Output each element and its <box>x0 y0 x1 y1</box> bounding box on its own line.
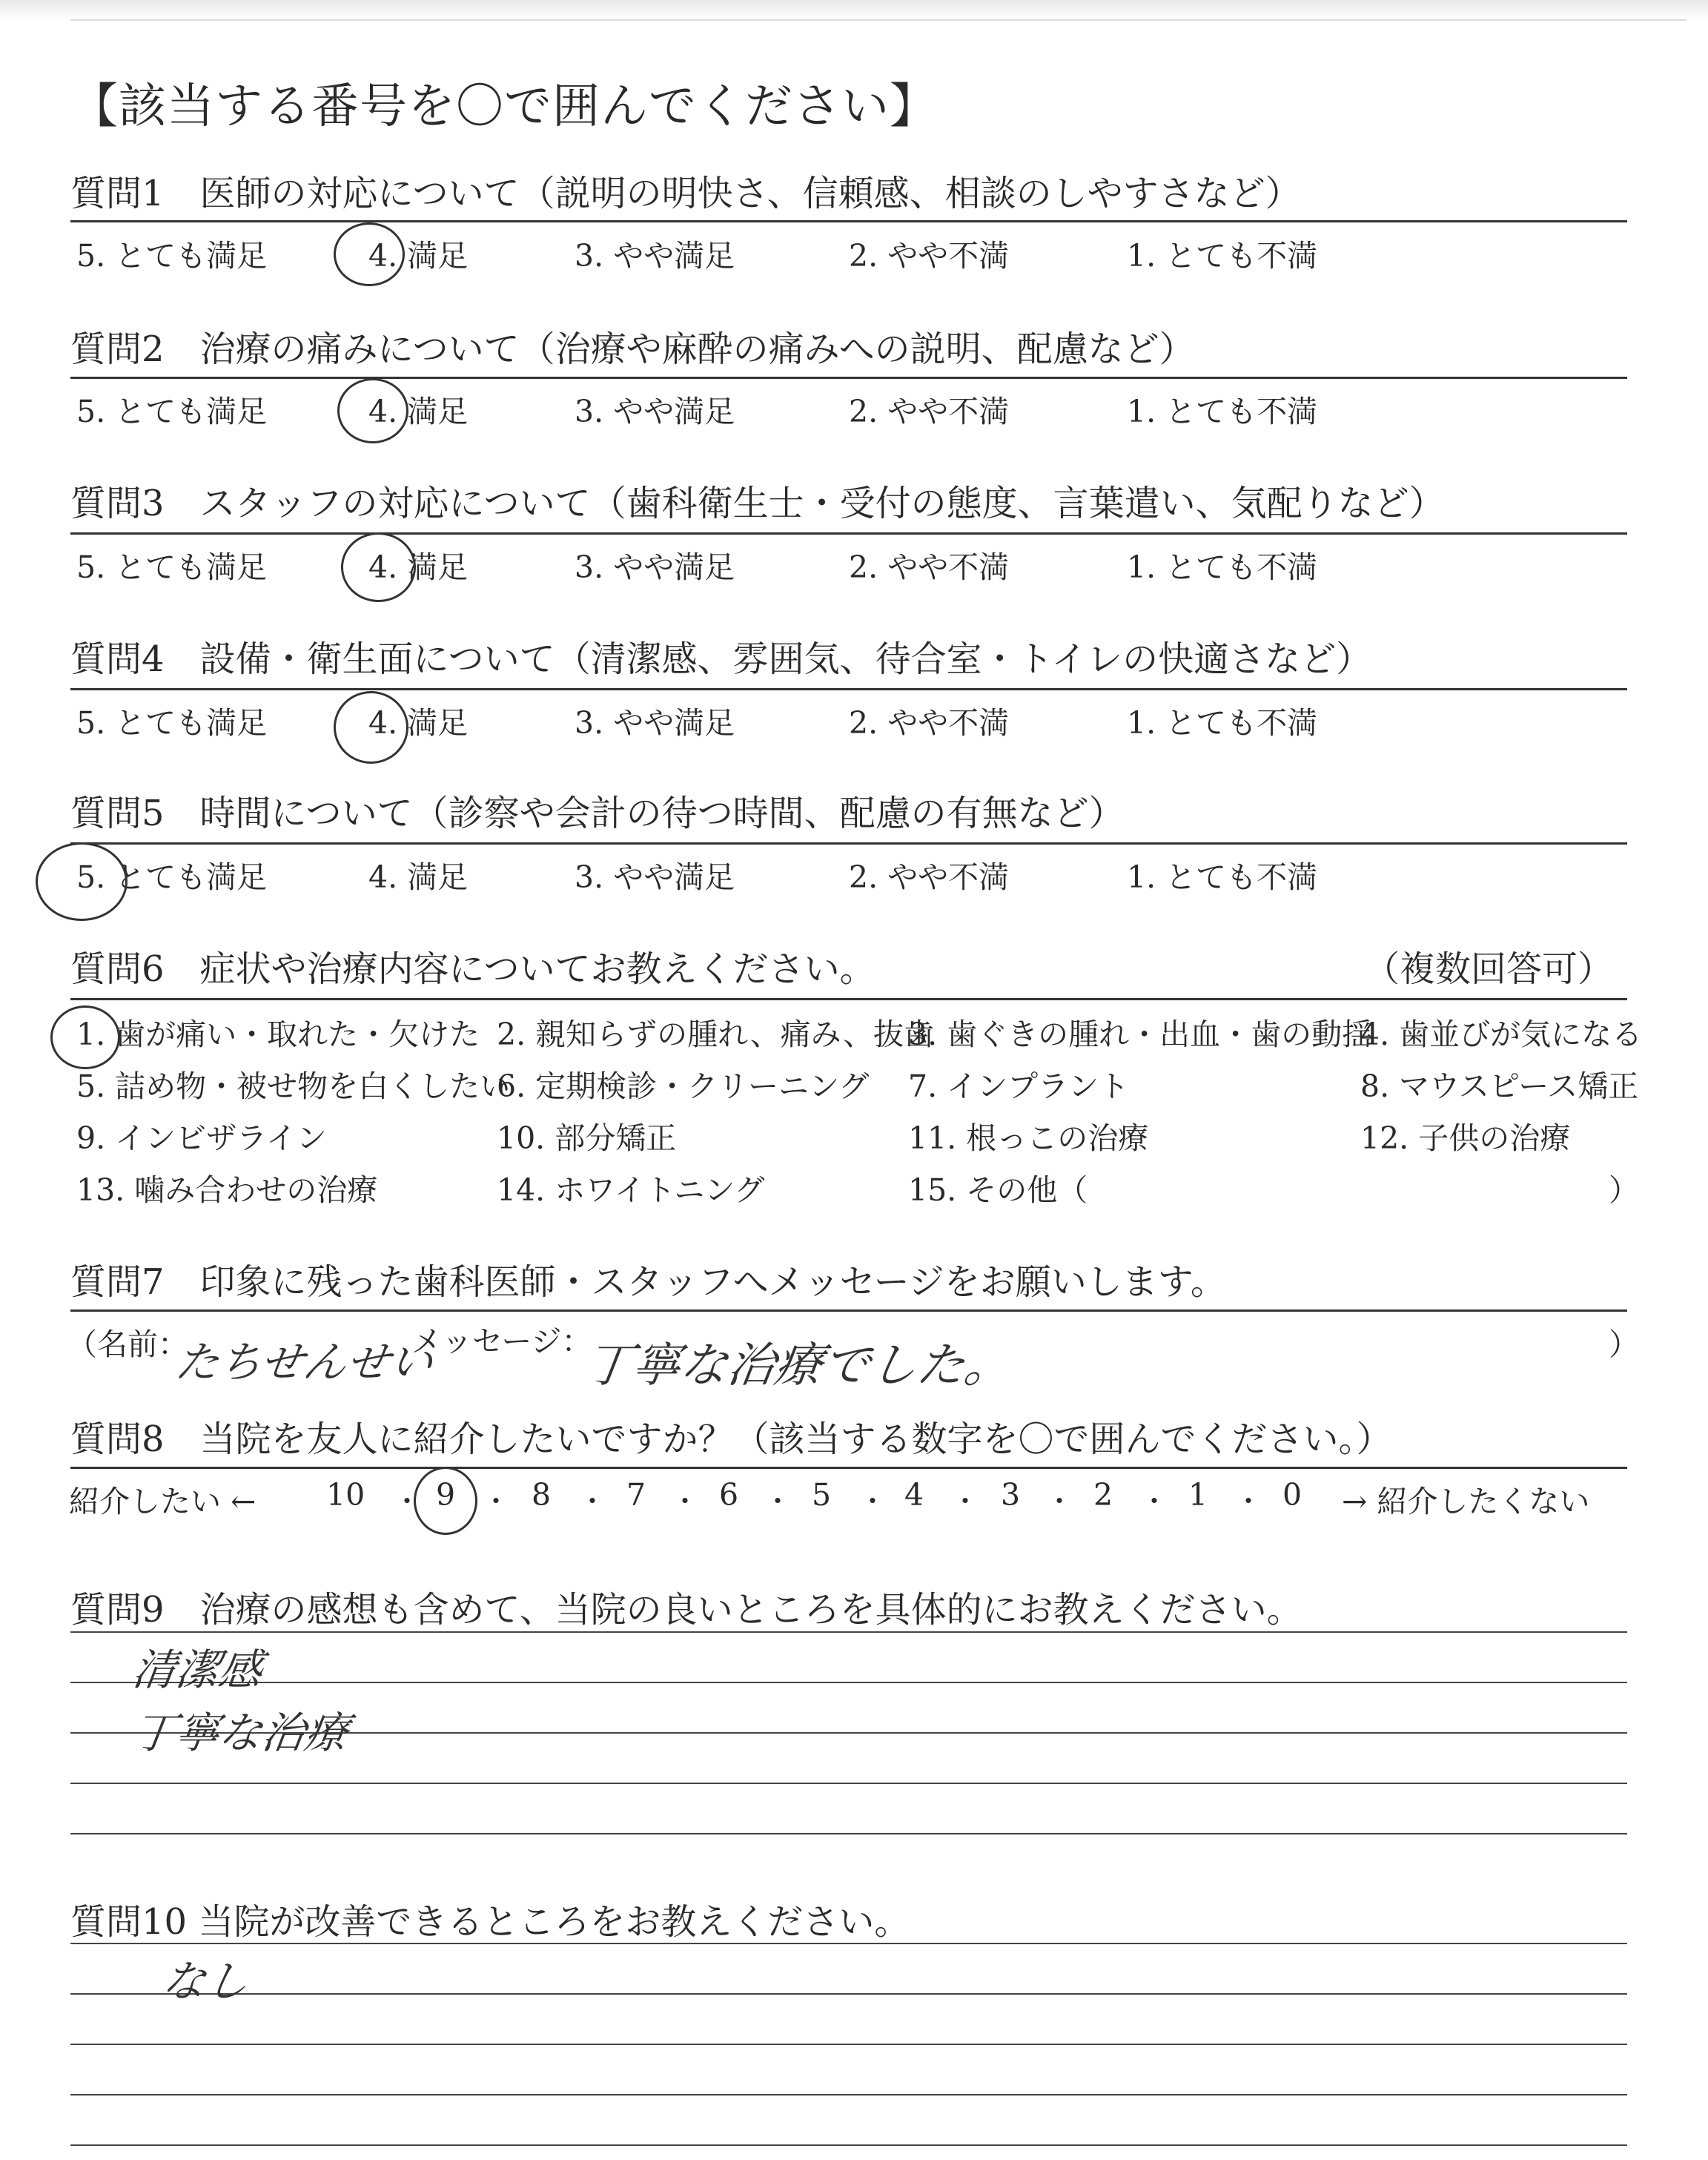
q8-dot: ・ <box>1234 1485 1263 1518</box>
q1-option-1[interactable]: 1. とても不満 <box>1127 238 1318 274</box>
q6-option-8[interactable]: 8. マウスピース矯正 <box>1360 1069 1639 1104</box>
q6-option-2[interactable]: 2. 親知らずの腫れ、痛み、抜歯 <box>497 1017 935 1052</box>
q9-answer-line-2: 丁寧な治療 <box>129 1708 352 1758</box>
q6-option-10[interactable]: 10. 部分矯正 <box>497 1120 677 1156</box>
q2-option-5[interactable]: 5. とても満足 <box>76 394 268 429</box>
question-8-rule <box>70 1467 1627 1469</box>
q4-option-2[interactable]: 2. やや不満 <box>849 705 1010 741</box>
question-3: 質問3 スタッフの対応について（歯科衛生士・受付の態度、言葉遣い、気配りなど） <box>70 483 1445 524</box>
q10-line-3 <box>70 2044 1627 2045</box>
q8-selection-circle <box>414 1467 477 1535</box>
q3-option-3[interactable]: 3. やや満足 <box>575 549 735 585</box>
question-2-rule <box>70 377 1627 379</box>
scan-top-edge <box>0 0 1708 19</box>
q7-name-label: （名前： <box>67 1327 188 1362</box>
q10-line-2 <box>70 1993 1627 1995</box>
question-1: 質問1 医師の対応について（説明の明快さ、信頼感、相談のしやすさなど） <box>70 173 1301 214</box>
q2-selection-circle <box>337 378 408 443</box>
q6-option-14[interactable]: 14. ホワイトニング <box>497 1172 765 1208</box>
q8-right-label: → 紹介したくない <box>1342 1484 1590 1519</box>
q4-selection-circle <box>334 691 408 764</box>
question-2: 質問2 治療の痛みについて（治療や麻酔の痛みへの説明、配慮など） <box>70 328 1195 370</box>
question-7-rule <box>70 1309 1627 1312</box>
q3-selection-circle <box>341 532 416 602</box>
question-6-rule <box>70 998 1627 1000</box>
q7-message-handwritten: 丁寧な治療でした。 <box>580 1338 1016 1393</box>
q8-scale-10[interactable]: 10 <box>326 1477 365 1513</box>
q8-dot: ・ <box>578 1485 607 1518</box>
q7-name-handwritten: たちせんせい <box>172 1337 437 1387</box>
q6-option-13[interactable]: 13. 噛み合わせの治療 <box>76 1172 378 1208</box>
question-6: 質問6 症状や治療内容についてお教えください。 <box>70 948 875 990</box>
q6-option-5[interactable]: 5. 詰め物・被せ物を白くしたい <box>76 1069 511 1104</box>
q9-answer-line-1: 清潔感 <box>129 1645 266 1695</box>
q5-option-4[interactable]: 4. 満足 <box>368 859 469 895</box>
q8-scale-2[interactable]: 2 <box>1093 1477 1113 1513</box>
q8-scale-0[interactable]: 0 <box>1282 1477 1302 1513</box>
question-4-rule <box>70 688 1627 690</box>
question-3-rule <box>70 532 1627 535</box>
q2-option-3[interactable]: 3. やや満足 <box>575 394 735 429</box>
q7-close-paren: ） <box>1609 1327 1639 1362</box>
q5-option-2[interactable]: 2. やや不満 <box>849 859 1010 895</box>
q10-line-4 <box>70 2094 1627 2095</box>
q6-option-6[interactable]: 6. 定期検診・クリーニング <box>497 1069 870 1104</box>
q6-option-1[interactable]: 1. 歯が痛い・取れた・欠けた <box>76 1017 480 1052</box>
form-title: 【該当する番号を〇で囲んでください】 <box>70 79 938 134</box>
q6-option-7[interactable]: 7. インプラント <box>908 1069 1130 1104</box>
q10-line-5 <box>70 2144 1627 2146</box>
q8-scale-4[interactable]: 4 <box>904 1477 924 1513</box>
q8-scale-1[interactable]: 1 <box>1188 1477 1208 1513</box>
question-6-note: （複数回答可） <box>1364 948 1614 990</box>
q8-dot: ・ <box>482 1485 511 1518</box>
q9-line-5 <box>70 1833 1627 1834</box>
q4-option-3[interactable]: 3. やや満足 <box>575 705 735 741</box>
q8-dot: ・ <box>858 1485 887 1518</box>
q5-option-5[interactable]: 5. とても満足 <box>76 859 268 895</box>
q8-dot: ・ <box>764 1485 792 1518</box>
q8-left-label: 紹介したい ← <box>69 1484 256 1519</box>
q6-selection-circle <box>50 1005 120 1069</box>
question-1-rule <box>70 220 1627 222</box>
q10-answer-line-1: なし <box>159 1956 253 2007</box>
q4-option-5[interactable]: 5. とても満足 <box>76 705 268 741</box>
q8-scale-7[interactable]: 7 <box>626 1477 646 1513</box>
question-4: 質問4 設備・衛生面について（清潔感、雰囲気、待合室・トイレの快適さなど） <box>70 638 1372 680</box>
scan-edge-line <box>70 19 1687 21</box>
q5-selection-circle <box>36 842 128 921</box>
q6-option-9[interactable]: 9. インビザライン <box>76 1120 327 1156</box>
q2-option-4[interactable]: 4. 満足 <box>368 394 469 429</box>
q1-selection-circle <box>334 222 405 286</box>
q8-scale-6[interactable]: 6 <box>719 1477 739 1513</box>
q6-option-15-close: ） <box>1609 1172 1639 1208</box>
q3-option-2[interactable]: 2. やや不満 <box>849 549 1010 585</box>
q8-dot: ・ <box>671 1485 700 1518</box>
q7-message-label: メッセージ： <box>411 1324 592 1359</box>
q10-line-1 <box>70 1943 1627 1944</box>
q8-scale-3[interactable]: 3 <box>1001 1477 1021 1513</box>
question-10: 質問10 当院が改善できるところをお教えください。 <box>70 1901 910 1943</box>
q6-option-12[interactable]: 12. 子供の治療 <box>1360 1120 1571 1156</box>
q1-option-5[interactable]: 5. とても満足 <box>76 238 268 274</box>
q6-option-3[interactable]: 3. 歯ぐきの腫れ・出血・歯の動揺 <box>908 1017 1373 1052</box>
q6-option-15[interactable]: 15. その他（ <box>908 1172 1088 1208</box>
q9-line-1 <box>70 1631 1627 1633</box>
q5-option-1[interactable]: 1. とても不満 <box>1127 859 1318 895</box>
q5-option-3[interactable]: 3. やや満足 <box>575 859 735 895</box>
q6-option-4[interactable]: 4. 歯並びが気になる <box>1360 1017 1643 1052</box>
q1-option-2[interactable]: 2. やや不満 <box>849 238 1010 274</box>
q3-option-5[interactable]: 5. とても満足 <box>76 549 268 585</box>
question-8: 質問8 当院を友人に紹介したいですか？（該当する数字を〇で囲んでください。） <box>70 1418 1392 1460</box>
q8-dot: ・ <box>393 1485 422 1518</box>
q9-line-2 <box>70 1682 1627 1683</box>
q3-option-4[interactable]: 4. 満足 <box>368 549 469 585</box>
q8-scale-5[interactable]: 5 <box>812 1477 832 1513</box>
question-7: 質問7 印象に残った歯科医師・スタッフへメッセージをお願いします。 <box>70 1261 1226 1303</box>
q8-scale-8[interactable]: 8 <box>532 1477 552 1513</box>
question-9: 質問9 治療の感想も含めて、当院の良いところを具体的にお教えください。 <box>70 1589 1302 1631</box>
q2-option-2[interactable]: 2. やや不満 <box>849 394 1010 429</box>
q6-option-11[interactable]: 11. 根っこの治療 <box>908 1120 1149 1156</box>
q1-option-3[interactable]: 3. やや満足 <box>575 238 735 274</box>
q8-dot: ・ <box>951 1485 980 1518</box>
q2-option-1[interactable]: 1. とても不満 <box>1127 394 1318 429</box>
q9-line-4 <box>70 1783 1627 1784</box>
q8-dot: ・ <box>1140 1485 1169 1518</box>
q8-scale-9[interactable]: 9 <box>436 1477 456 1513</box>
q3-option-1[interactable]: 1. とても不満 <box>1127 549 1318 585</box>
q4-option-4[interactable]: 4. 満足 <box>368 705 469 741</box>
question-5-rule <box>70 842 1627 845</box>
q4-option-1[interactable]: 1. とても不満 <box>1127 705 1318 741</box>
q1-option-4[interactable]: 4. 満足 <box>368 238 469 274</box>
q8-dot: ・ <box>1045 1485 1074 1518</box>
question-5: 質問5 時間について（診察や会計の待つ時間、配慮の有無など） <box>70 793 1125 834</box>
